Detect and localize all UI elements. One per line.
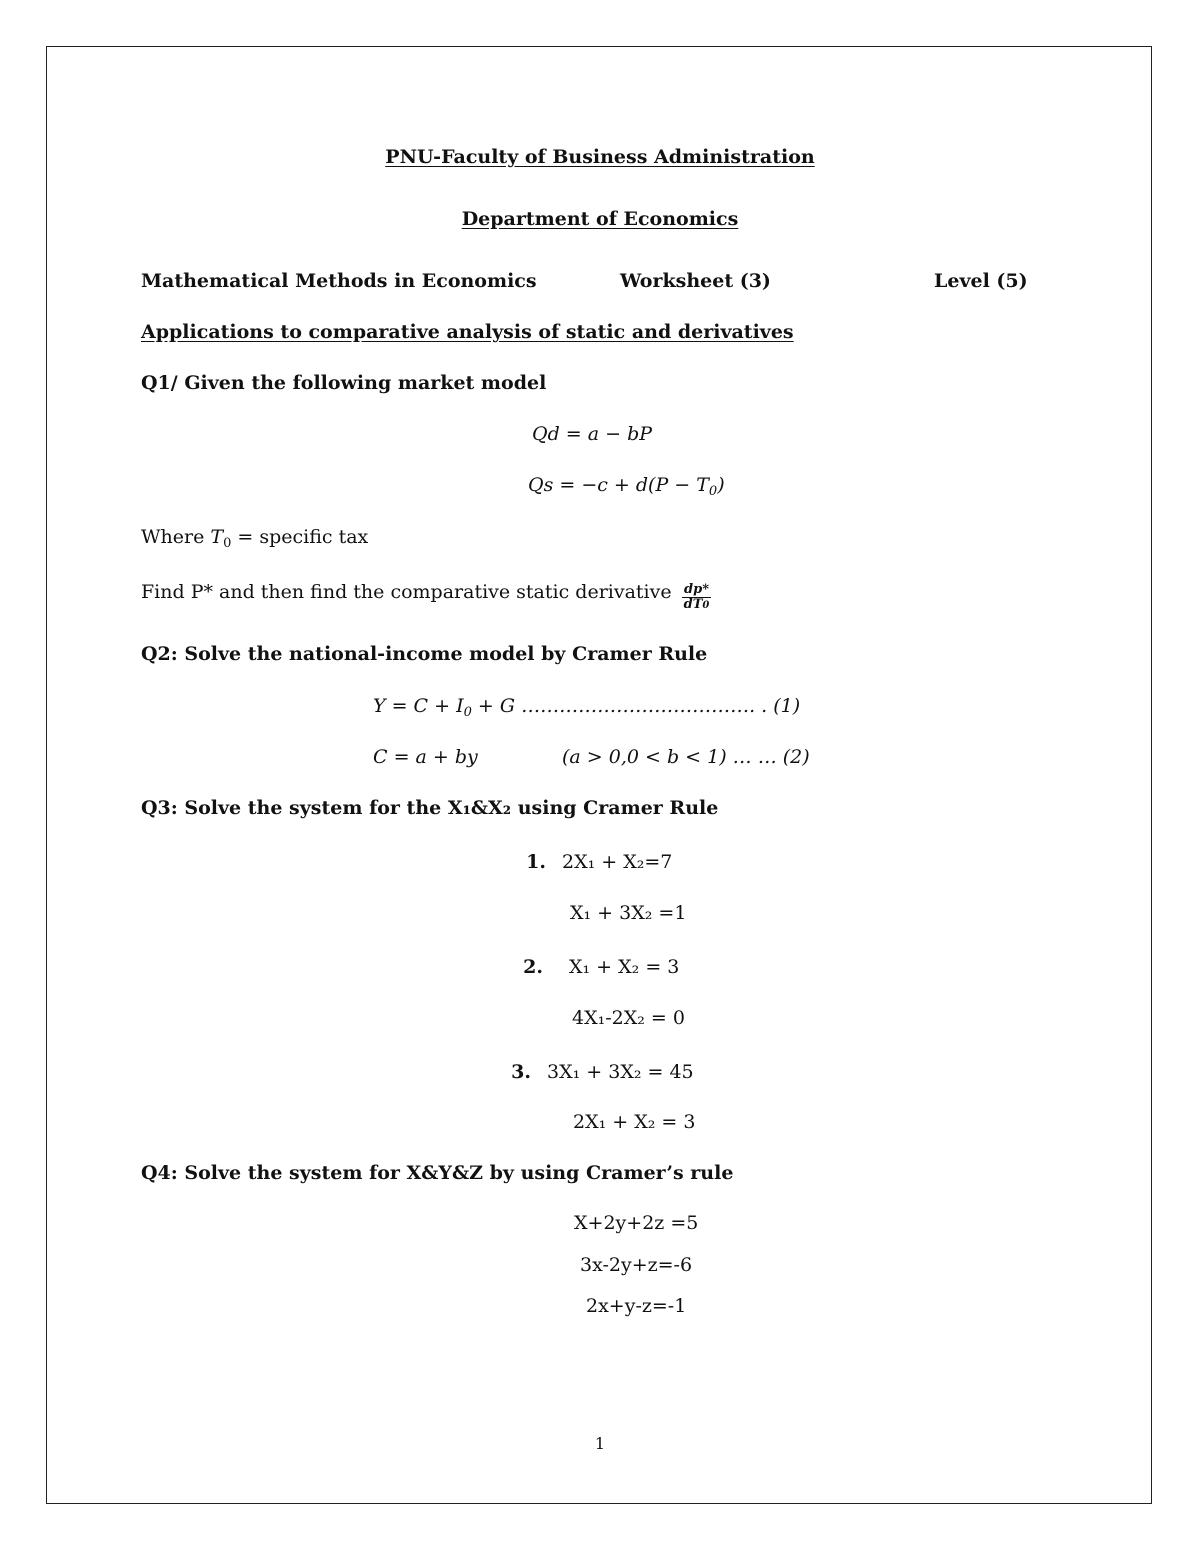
q3-system-1-eq1: 1. 2X₁ + X₂=7 bbox=[526, 851, 673, 873]
q1-where-line: Where $T_0$ = specific tax bbox=[141, 526, 369, 551]
q3-system-2-eq2: 4X₁-2X₂ = 0 bbox=[572, 1007, 685, 1029]
q2-equation-2-right: (a > 0,0 < b < 1) … … (2) bbox=[562, 746, 810, 768]
faculty-title: PNU-Faculty of Business Administration bbox=[385, 146, 815, 168]
q3-system-1-eq2: X₁ + 3X₂ =1 bbox=[570, 902, 687, 924]
q3-system-3-eq2: 2X₁ + X₂ = 3 bbox=[573, 1111, 696, 1133]
q1-find-line: Find P* and then find the comparative static derivative $\frac{dp*}{dT0}$ bbox=[141, 581, 710, 612]
section-title: Applications to comparative analysis of static and derivatives bbox=[141, 321, 794, 343]
level-label: Level (5) bbox=[934, 270, 1028, 292]
q1-demand-equation: Qd = a − bP bbox=[532, 423, 653, 445]
q4-equation-2: 3x-2y+z=-6 bbox=[580, 1254, 693, 1276]
course-name: Mathematical Methods in Economics bbox=[141, 270, 537, 292]
q4-equation-3: 2x+y-z=-1 bbox=[586, 1295, 687, 1317]
worksheet-number: Worksheet (3) bbox=[620, 270, 771, 292]
q1-title: Q1/ Given the following market model bbox=[141, 372, 547, 394]
department-title: Department of Economics bbox=[461, 208, 739, 230]
q1-supply-equation: $Qs = -c + d(P - T_0)$ bbox=[528, 474, 725, 499]
q2-equation-2-left: C = a + by bbox=[373, 746, 478, 768]
q4-title: Q4: Solve the system for X&Y&Z by using Cramer’s rule bbox=[141, 1162, 734, 1184]
q2-title: Q2: Solve the national-income model by Cramer Rule bbox=[141, 643, 708, 665]
q3-system-2-eq1: 2. X₁ + X₂ = 3 bbox=[523, 956, 680, 978]
derivative-fraction: $\frac{dp*}{dT0}$ bbox=[683, 582, 710, 612]
q4-equation-1: X+2y+2z =5 bbox=[574, 1212, 699, 1234]
q3-system-3-eq1: 3. 3X₁ + 3X₂ = 45 bbox=[511, 1061, 694, 1083]
page-number: 1 bbox=[594, 1434, 606, 1453]
page-border bbox=[46, 46, 1152, 1504]
q3-title: Q3: Solve the system for the X₁&X₂ using Cramer Rule bbox=[141, 797, 719, 819]
q2-equation-1: $Y = C + I_0 + G$ ………………………………. . (1) bbox=[373, 695, 801, 720]
